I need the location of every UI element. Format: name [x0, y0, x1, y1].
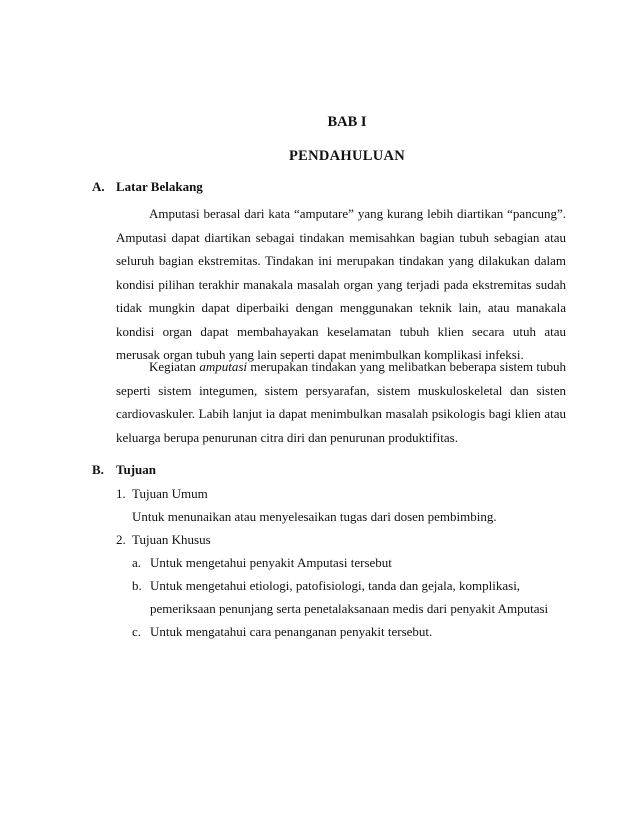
list-item-1-text: Untuk menunaikan atau menyelesaikan tugas dari dosen pembimbing. [132, 509, 497, 524]
sub-item-c [132, 624, 432, 640]
sub-item-b-text-2: pemeriksaan penunjang serta penetalaksanaan medis dari penyakit Amputasi [150, 601, 549, 616]
list-item-1-title: Tujuan Umum [132, 486, 208, 501]
list-item-2-title: Tujuan Khusus [132, 532, 211, 547]
chapter-number: BAB I [327, 114, 367, 130]
sub-item-a-letter: a. [132, 555, 142, 570]
chapter-title: PENDAHULUAN [288, 148, 406, 164]
paragraph-2 [116, 355, 566, 449]
paragraph-2-post: merupakan tindakan yang melibatkan beberapa sistem tubuh seperti sistem integumen, sistem persyarafan, sistem muskuloskeletal dan sisten cardiovaskuler. Labih lanjut ia dapat menimbulkan masalah psikologis bagi klien atau keluarga berupa penurunan citra diri dan penurunan produktifitas. [116, 359, 566, 445]
section-b-title: Tujuan [116, 462, 156, 477]
sub-item-b-letter: b. [132, 578, 142, 593]
sub-item-a-text: Untuk mengetahui penyakit Amputasi tersebut [150, 555, 392, 570]
section-a-heading [92, 179, 203, 195]
section-b-letter: B. [92, 462, 104, 477]
list-item-1-number: 1. [116, 486, 126, 501]
paragraph-2-pre: Kegiatan [149, 359, 200, 374]
section-a-letter: A. [92, 179, 105, 194]
list-item-2 [116, 532, 211, 548]
sub-item-b-text-1: Untuk mengetahui etiologi, patofisiologi, tanda dan gejala, komplikasi, [150, 578, 521, 593]
sub-item-a [132, 555, 392, 571]
sub-item-b [132, 578, 520, 594]
paragraph-1 [116, 202, 566, 367]
section-a-title: Latar Belakang [116, 179, 203, 194]
section-b-heading [92, 462, 156, 478]
sub-item-c-text: Untuk mengatahui cara penanganan penyakit tersebut. [150, 624, 433, 639]
sub-item-c-letter: c. [132, 624, 142, 639]
paragraph-2-emphasis: amputasi [199, 359, 247, 374]
list-item-1 [116, 486, 208, 502]
paragraph-1-text: Amputasi berasal dari kata “amputare” yang kurang lebih diartikan “pancung”. Amputasi dapat diartikan sebagai tindakan memisahkan bagian tubuh sebagian atau seluruh bagian ekstremitas. Tindakan ini merupakan tindakan yang dilakukan dalam kondisi pilihan terakhir manakala masalah organ yang terjadi pada ekstremitas sudah tidak mungkin dapat diperbaiki dengan menggunakan teknik lain, atau manakala kondisi organ dapat membahayakan keselamatan tubuh klien secara utuh atau merusak organ tubuh yang lain seperti dapat menimbulkan komplikasi infeksi. [116, 206, 566, 362]
list-item-2-number: 2. [116, 532, 126, 547]
